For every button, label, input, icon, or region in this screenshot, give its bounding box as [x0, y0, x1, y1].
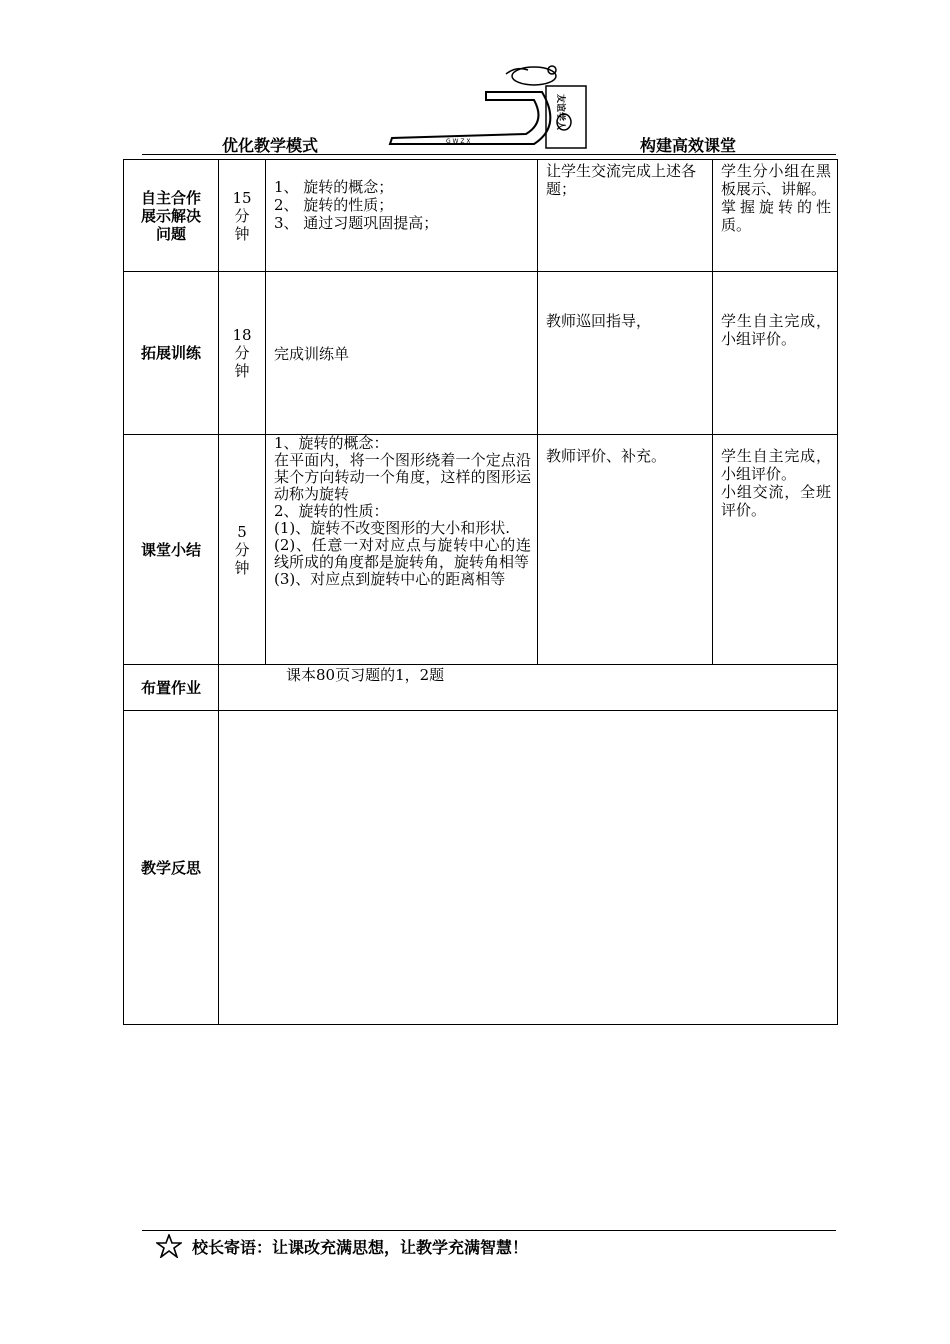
header-right-title: 构建高效课堂 — [640, 136, 737, 155]
footer-motto — [156, 1234, 528, 1258]
homework-label: 布置作业 — [124, 665, 219, 711]
row-time: 15 分 钟 — [219, 160, 266, 272]
logo-text: 友谊学人 — [555, 94, 565, 131]
logo-letters: G W Z X — [446, 138, 471, 145]
footer-divider — [142, 1230, 836, 1231]
footer-text: 校长寄语：让课改充满思想，让教学充满智慧！ — [192, 1237, 529, 1257]
row-teacher-activity: 教师评价、补充。 — [538, 435, 713, 665]
lesson-plan-table — [123, 159, 838, 1025]
table-row-extension — [124, 272, 838, 435]
table-row-summary — [124, 435, 838, 665]
table-row-reflection — [124, 711, 838, 1025]
row-student-activity: 学生自主完成，小组评价。 — [713, 272, 838, 435]
row-content: 1、 旋转的概念； 2、 旋转的性质； 3、 通过习题巩固提高； — [266, 160, 538, 272]
homework-content: 课本80页习题的1，2题 — [219, 665, 838, 711]
header-divider — [142, 154, 836, 155]
row-label: 课堂小结 — [124, 435, 219, 665]
row-student-activity: 学生自主完成，小组评价。 小组交流，全班评价。 — [713, 435, 838, 665]
header-left-title: 优化教学模式 — [222, 136, 319, 155]
reflection-label: 教学反思 — [124, 711, 219, 1025]
row-content: 完成训练单 — [266, 272, 538, 435]
table-row-cooperation — [124, 160, 838, 272]
row-teacher-activity: 教师巡回指导， — [538, 272, 713, 435]
star-outline-icon — [156, 1234, 182, 1258]
row-time: 5 分 钟 — [219, 435, 266, 665]
row-label: 拓展训练 — [124, 272, 219, 435]
row-time: 18 分 钟 — [219, 272, 266, 435]
row-label: 自主合作 展示解决 问题 — [124, 160, 219, 272]
school-logo-icon — [386, 62, 590, 152]
row-teacher-activity: 让学生交流完成上述各题； — [538, 160, 713, 272]
row-content: 1、旋转的概念： 在平面内，将一个图形绕着一个定点沿某个方向转动一个角度，这样的图形运动称为旋转 2、旋转的性质： (1)、旋转不改变图形的大小和形状. (2)、任意一对对应点与旋转中心的连线所成的角度都是旋转角，旋转角相等 (3)、对应点到旋转中心的距离相等 — [266, 435, 538, 665]
row-student-activity: 学生分小组在黑板展示、讲解。 掌握旋转的性质。 — [713, 160, 838, 272]
table-row-homework — [124, 665, 838, 711]
reflection-content — [219, 711, 838, 1025]
